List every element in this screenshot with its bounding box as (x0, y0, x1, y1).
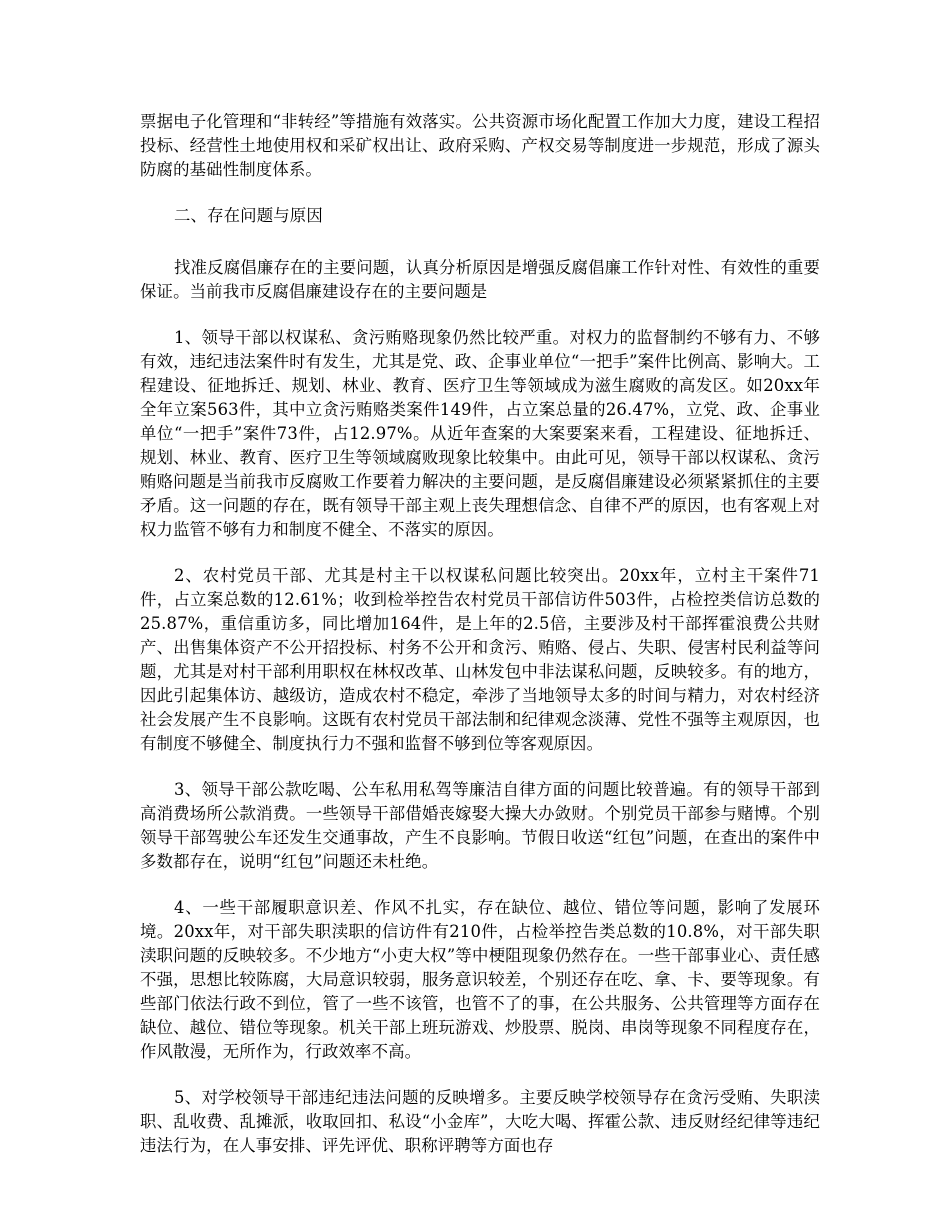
section-heading: 二、存在问题与原因 (174, 206, 323, 225)
paragraph-item-3: 3、领导干部公款吃喝、公车私用私驾等廉洁自律方面的问题比较普遍。有的领导干部到高消费场所公款消费。一些领导干部借婚丧嫁娶大操大办敛财。个别党员干部参与赌博。个别领导干部驾驶公车还发生交通事故，产生不良影响。节假日收送“红包”问题，在查出的案件中多数都存在，说明“红包”问题还未杜绝。 (140, 780, 820, 871)
paragraph-item-5: 5、对学校领导干部违纪违法问题的反映增多。主要反映学校领导存在贪污受贿、失职渎职、乱收费、乱摊派，收取回扣、私设“小金库”，大吃大喝、挥霍公款、违反财经纪律等违纪违法行为，在人事安排、评先评优、职称评聘等方面也存 (140, 1088, 820, 1155)
paragraph-continuation: 票据电子化管理和“非转经”等措施有效落实。公共资源市场化配置工作加大力度，建设工程招投标、经营性土地使用权和采矿权出让、政府采购、产权交易等制度进一步规范，形成了源头防腐的基础性制度体系。 (140, 112, 820, 179)
paragraph-item-1: 1、领导干部以权谋私、贪污贿赂现象仍然比较严重。对权力的监督制约不够有力、不够有效，违纪违法案件时有发生，尤其是党、政、企事业单位“一把手”案件比例高、影响大。工程建设、征地拆迁、规划、林业、教育、医疗卫生等领域成为滋生腐败的高发区。如20xx年全年立案563件，其中立贪污贿赂类案件149件，占立案总量的26.47%，立党、政、企事业单位“一把手”案件73件，占12.97%。从近年查案的大案要案来看，工程建设、征地拆迁、规划、林业、教育、医疗卫生等领域腐败现象比较集中。由此可见，领导干部以权谋私、贪污贿赂问题是当前我市反腐败工作要着力解决的主要问题，是反腐倡廉建设必须紧紧抓住的主要矛盾。这一问题的存在，既有领导干部主观上丧失理想信念、自律不严的原因，也有客观上对权力监管不够有力和制度不健全、不落实的原因。 (140, 328, 820, 539)
paragraph-item-2: 2、农村党员干部、尤其是村主干以权谋私问题比较突出。20xx年，立村主干案件71件，占立案总数的12.61%；收到检举控告农村党员干部信访件503件，占检控类信访总数的25.87%，重信重访多，同比增加164件，是上年的2.5倍，主要涉及村干部挥霍浪费公共财产、出售集体资产不公开招投标、村务不公开和贪污、贿赂、侵占、失职、侵害村民利益等问题，尤其是对村干部利用职权在林权改革、山林发包中非法谋私问题，反映较多。有的地方，因此引起集体访、越级访，造成农村不稳定，牵涉了当地领导太多的时间与精力，对农村经济社会发展产生不良影响。这既有农村党员干部法制和纪律观念淡薄、党性不强等主观原因，也有制度不够健全、制度执行力不强和监督不够到位等客观原因。 (140, 566, 820, 753)
paragraph-intro: 找准反腐倡廉存在的主要问题，认真分析原因是增强反腐倡廉工作针对性、有效性的重要保证。当前我市反腐倡廉建设存在的主要问题是 (140, 258, 820, 301)
paragraph-item-4: 4、一些干部履职意识差、作风不扎实，存在缺位、越位、错位等问题，影响了发展环境。20xx年，对干部失职渎职的信访件有210件，占检举控告类总数的10.8%，对干部失职渎职问题的反映较多。不少地方“小吏大权”等中梗阻现象仍然存在。一些干部事业心、责任感不强，思想比较陈腐，大局意识较弱，服务意识较差，个别还存在吃、拿、卡、要等现象。有些部门依法行政不到位，管了一些不该管，也管不了的事，在公共服务、公共管理等方面存在缺位、越位、错位等现象。机关干部上班玩游戏、炒股票、脱岗、串岗等现象不同程度存在，作风散漫，无所作为，行政效率不高。 (140, 898, 820, 1061)
document-page (140, 110, 820, 1180)
